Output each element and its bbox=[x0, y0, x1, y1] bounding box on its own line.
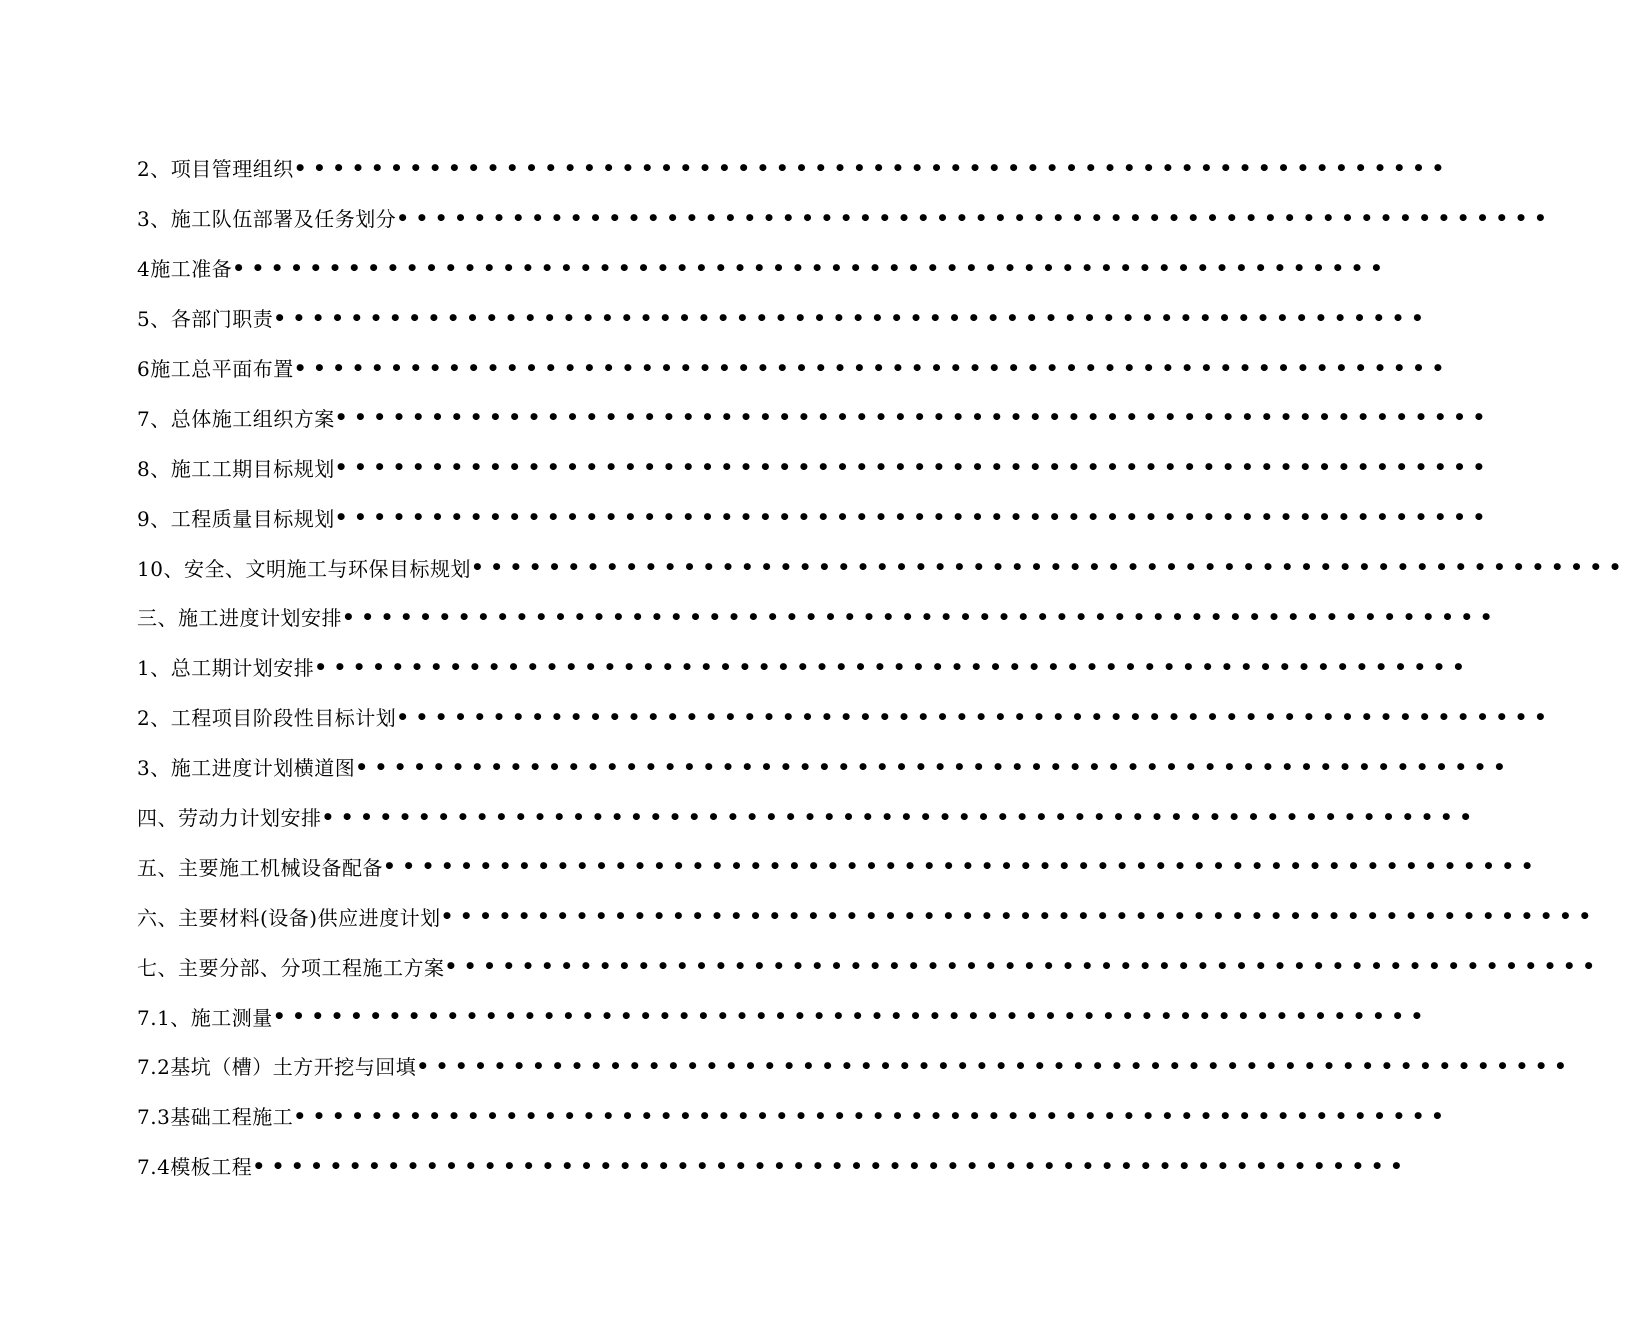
toc-dot-leader: •••••••••••••••••••••••••••••••••••••••••••••••••••••••••••• bbox=[334, 405, 1492, 430]
table-of-contents bbox=[137, 143, 1628, 1191]
toc-dot-leader: •••••••••••••••••••••••••••••••••••••••••••••••••••••••••••• bbox=[314, 654, 1472, 679]
toc-entry bbox=[137, 1141, 1410, 1191]
toc-entry-label: 六、主要材料(设备)供应进度计划 bbox=[137, 905, 441, 930]
toc-dot-leader: •••••••••••••••••••••••••••••••••••••••••••••••••••••••••••• bbox=[273, 305, 1431, 330]
toc-entry bbox=[137, 841, 1540, 891]
toc-entry-label: 7.3基础工程施工 bbox=[137, 1105, 294, 1130]
toc-dot-leader: •••••••••••••••••••••••••••••••••••••••••••••••••••••••••••• bbox=[396, 205, 1554, 230]
toc-entry bbox=[137, 1091, 1451, 1141]
toc-entry-label: 7.1、施工测量 bbox=[137, 1005, 273, 1030]
toc-entry-label: 五、主要施工机械设备配备 bbox=[137, 855, 383, 880]
toc-entry-label: 七、主要分部、分项工程施工方案 bbox=[137, 955, 445, 980]
toc-dot-leader: •••••••••••••••••••••••••••••••••••••••••••••••••••••••••••• bbox=[334, 505, 1492, 530]
toc-entry-label: 7.4模板工程 bbox=[137, 1155, 253, 1180]
toc-dot-leader: •••••••••••••••••••••••••••••••••••••••••••••••••••••••••••• bbox=[293, 1103, 1451, 1128]
toc-entry bbox=[137, 1041, 1574, 1091]
toc-dot-leader: •••••••••••••••••••••••••••••••••••••••••••••••••••••••••••• bbox=[272, 1004, 1430, 1029]
toc-entry-label: 8、施工工期目标规划 bbox=[137, 456, 335, 481]
toc-dot-leader: •••••••••••••••••••••••••••••••••••••••••••••••••••••••••••• bbox=[444, 954, 1602, 979]
toc-dot-leader: •••••••••••••••••••••••••••••••••••••••••••••••••••••••••••• bbox=[334, 455, 1492, 480]
toc-dot-leader: •••••••••••••••••••••••••••••••••••••••••••••••••••••••••••• bbox=[293, 155, 1451, 180]
toc-dot-leader: •••••••••••••••••••••••••••••••••••••••••••••••••••••••••••• bbox=[342, 604, 1499, 629]
toc-entry-label: 2、工程项目阶段性目标计划 bbox=[137, 706, 397, 731]
toc-entry bbox=[137, 792, 1479, 842]
toc-dot-leader: •••••••••••••••••••••••••••••••••••••••••••••••••••••••••••• bbox=[252, 1153, 1410, 1178]
toc-entry bbox=[137, 592, 1499, 642]
toc-entry-label: 6施工总平面布置 bbox=[137, 357, 294, 381]
toc-entry bbox=[137, 392, 1492, 442]
toc-entry-label: 3、施工进度计划横道图 bbox=[137, 756, 356, 781]
toc-entry bbox=[137, 143, 1451, 193]
toc-entry-label: 三、施工进度计划安排 bbox=[137, 606, 342, 631]
toc-entry bbox=[137, 941, 1602, 991]
toc-entry bbox=[137, 742, 1513, 792]
toc-entry bbox=[137, 492, 1492, 542]
toc-entry-label: 10、安全、文明施工与环保目标规划 bbox=[137, 556, 471, 581]
toc-entry-label: 7.2基坑（槽）土方开挖与回填 bbox=[137, 1055, 417, 1080]
toc-entry bbox=[137, 343, 1451, 393]
toc-dot-leader: •••••••••••••••••••••••••••••••••••••••••••••••••••••••••••• bbox=[440, 904, 1598, 929]
toc-dot-leader: •••••••••••••••••••••••••••••••••••••••••••••••••••••••••••• bbox=[396, 704, 1554, 729]
toc-entry bbox=[137, 442, 1492, 492]
toc-entry bbox=[137, 243, 1390, 293]
toc-dot-leader: •••••••••••••••••••••••••••••••••••••••••••••••••••••••••••• bbox=[470, 555, 1628, 580]
toc-entry bbox=[137, 991, 1430, 1041]
toc-dot-leader: •••••••••••••••••••••••••••••••••••••••••••••••••••••••••••• bbox=[355, 754, 1513, 779]
toc-entry bbox=[137, 293, 1431, 343]
toc-entry-label: 四、劳动力计划安排 bbox=[137, 806, 322, 831]
toc-entry bbox=[137, 542, 1628, 592]
toc-entry-label: 9、工程质量目标规划 bbox=[137, 506, 335, 531]
toc-entry bbox=[137, 692, 1554, 742]
toc-dot-leader: •••••••••••••••••••••••••••••••••••••••••••••••••••••••••••• bbox=[293, 355, 1451, 380]
toc-dot-leader: •••••••••••••••••••••••••••••••••••••••••••••••••••••••••••• bbox=[321, 804, 1479, 829]
toc-entry-label: 1、总工期计划安排 bbox=[137, 656, 315, 681]
toc-dot-leader: •••••••••••••••••••••••••••••••••••••••••••••••••••••••••••• bbox=[416, 1053, 1574, 1078]
toc-entry-label: 4施工准备 bbox=[137, 257, 233, 282]
toc-dot-leader: •••••••••••••••••••••••••••••••••••••••••••••••••••••••••••• bbox=[232, 255, 1390, 280]
toc-dot-leader: •••••••••••••••••••••••••••••••••••••••••••••••••••••••••••• bbox=[383, 854, 1540, 879]
toc-entry bbox=[137, 891, 1598, 941]
toc-entry bbox=[137, 642, 1472, 692]
toc-entry bbox=[137, 193, 1554, 243]
toc-entry-label: 7、总体施工组织方案 bbox=[137, 406, 335, 431]
toc-entry-label: 3、施工队伍部署及任务划分 bbox=[137, 207, 397, 232]
toc-entry-label: 2、项目管理组织 bbox=[137, 157, 294, 182]
toc-entry-label: 5、各部门职责 bbox=[137, 307, 274, 332]
